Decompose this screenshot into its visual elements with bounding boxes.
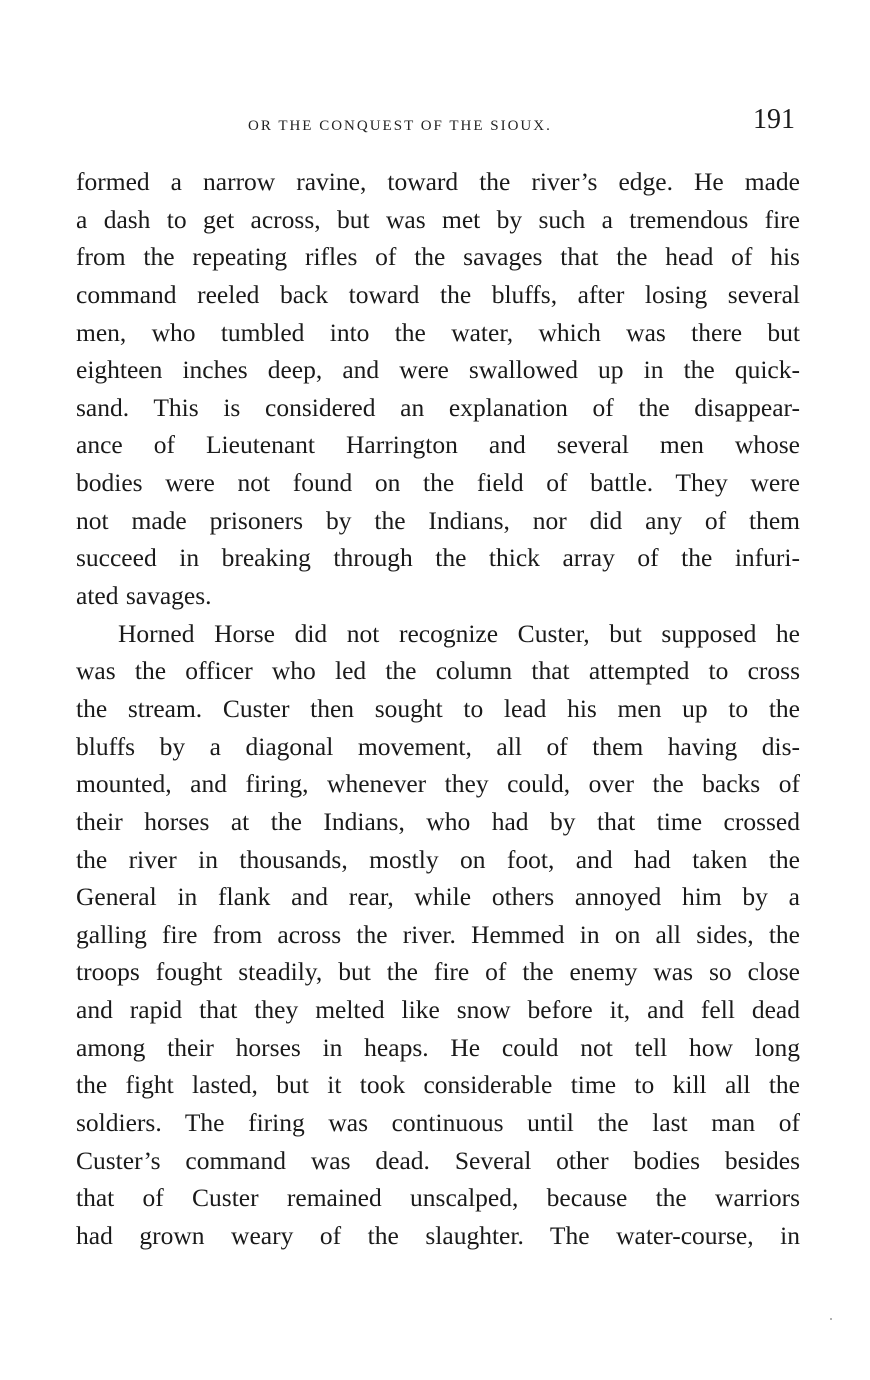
text-line: soldiers. The firing was continuous until the last man of <box>76 1108 800 1138</box>
text-line: mounted, and firing, whenever they could, over the backs of <box>76 769 800 799</box>
text-line: and rapid that they melted like snow before it, and fell dead <box>76 995 800 1025</box>
text-line: troops fought steadily, but the fire of the enemy was so close <box>76 957 800 987</box>
text-line: the river in thousands, mostly on foot, and had taken the <box>76 844 800 874</box>
text-line: eighteen inches deep, and were swallowed up in the quick- <box>76 355 800 385</box>
text-line: Custer’s command was dead. Several other bodies besides <box>76 1145 800 1175</box>
text-line: a dash to get across, but was met by such a tremendous fire <box>76 204 800 234</box>
text-line: sand. This is considered an explanation of the disappear- <box>76 392 800 422</box>
text-line: formed a narrow ravine, toward the river’s edge. He made <box>76 167 800 196</box>
text-line: General in flank and rear, while others annoyed him by a <box>76 882 800 912</box>
text-line: had grown weary of the slaughter. The water-course, in <box>76 1220 800 1250</box>
text-line: bodies were not found on the field of battle. They were <box>76 468 800 498</box>
text-line: among their horses in heaps. He could not tell how long <box>76 1032 800 1062</box>
running-head: OR THE CONQUEST OF THE SIOUX. <box>248 118 552 134</box>
text-line: that of Custer remained unscalped, because the warriors <box>76 1183 800 1213</box>
text-line: not made prisoners by the Indians, nor did any of them <box>76 505 800 535</box>
text-line: was the officer who led the column that attempted to cross <box>76 656 800 686</box>
text-line: command reeled back toward the bluffs, after losing several <box>76 279 800 309</box>
text-line: men, who tumbled into the water, which was there but <box>76 317 800 347</box>
text-line: succeed in breaking through the thick array of the infuri- <box>76 543 800 573</box>
text-line: galling fire from across the river. Hemmed in on all sides, the <box>76 919 800 949</box>
text-line: bluffs by a diagonal movement, all of them having dis- <box>76 731 800 761</box>
page-number: 191 <box>753 104 795 135</box>
text-line: the fight lasted, but it took considerable time to kill all the <box>76 1070 800 1100</box>
paragraph-2 <box>76 615 800 1255</box>
text-line: their horses at the Indians, who had by that time crossed <box>76 806 800 836</box>
paper-speck <box>830 1318 832 1320</box>
paragraph-1 <box>76 163 800 615</box>
text-line: ance of Lieutenant Harrington and several men whose <box>76 430 800 460</box>
text-line: from the repeating rifles of the savages that the head of his <box>76 242 800 272</box>
text-line: the stream. Custer then sought to lead his men up to the <box>76 693 800 723</box>
text-line: Horned Horse did not recognize Custer, but supposed he <box>118 618 800 648</box>
text-line: ated savages. <box>76 581 212 611</box>
body-text <box>76 163 800 1255</box>
